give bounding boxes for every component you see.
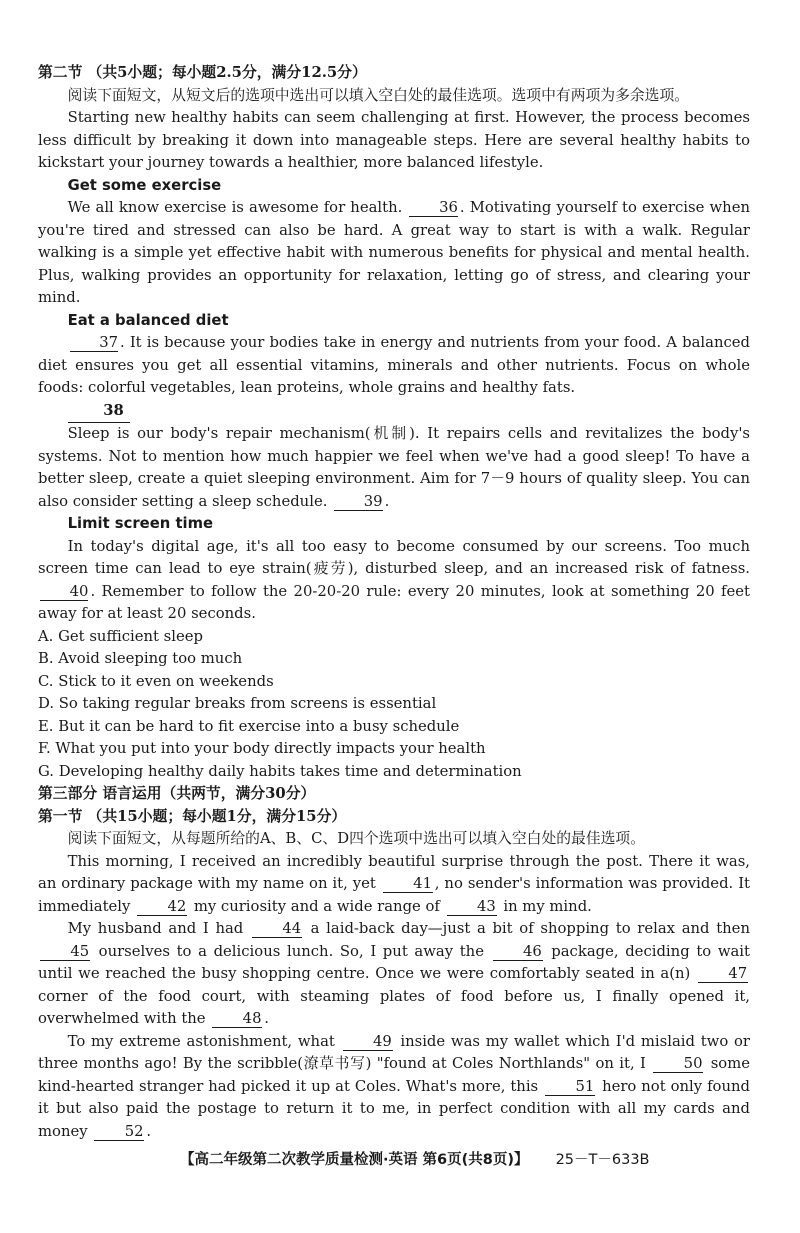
heading-screen: Limit screen time — [67, 515, 214, 532]
part3-instruction: 阅读下面短文，从每题所给的A、B、C、D四个选项中选出可以填入空白处的最佳选项。 — [67, 830, 646, 847]
text: . It is because your bodies take in energy and nutrients from your food. A balanced diet ensures you get all essential vitamins, minerals and other nutrients. Focus on whole foods: colorful vegetables, lean proteins, whole grains and healthy fats. — [38, 334, 750, 396]
text: , no sender's information was provided. It immediately — [38, 875, 750, 915]
option-f: F. What you put into your body directly impacts your health — [38, 740, 486, 757]
blank-40: 40 — [40, 583, 88, 601]
text: . — [264, 1010, 269, 1027]
blank-38: 38 — [68, 400, 130, 424]
heading-blank-38 — [38, 400, 750, 424]
page-footer — [180, 1148, 760, 1169]
text: my curiosity and a wide range of — [193, 897, 440, 915]
blank-42: 42 — [137, 898, 187, 916]
text: My husband and I had — [67, 920, 244, 937]
text: a laid-back day—just a bit of shopping to relax and then — [310, 920, 750, 937]
option-d: D. So taking regular breaks from screens is essential — [38, 695, 437, 712]
blank-52: 52 — [94, 1123, 144, 1141]
blank-39: 39 — [334, 493, 382, 511]
option-b: B. Avoid sleeping too much — [38, 650, 243, 667]
text: To my extreme astonishment, what — [67, 1032, 335, 1050]
blank-47: 47 — [698, 965, 748, 983]
cloze-paragraph-3 — [38, 1031, 750, 1144]
text: . — [384, 492, 390, 510]
blank-37: 37 — [70, 334, 118, 352]
heading-exercise: Get some exercise — [67, 176, 222, 194]
text: This morning, I received an incredibly beautiful surprise through the post. There it was, an ordinary package with my name on it, yet — [38, 852, 750, 892]
option-e: E. But it can be hard to fit exercise into a busy schedule — [38, 717, 460, 735]
blank-51: 51 — [545, 1078, 595, 1096]
text: some kind-hearted stranger had picked it up at Coles. What's more, this — [38, 1055, 750, 1095]
blank-36: 36 — [409, 199, 457, 217]
text: . Remember to follow the 20-20-20 rule: every 20 minutes, look at something 20 feet away for at least 20 seconds. — [38, 582, 750, 622]
cloze-paragraph-2 — [38, 918, 750, 1031]
part3-title: 第三部分 语言运用（共两节，满分30分） — [38, 785, 316, 802]
blank-43: 43 — [447, 898, 497, 916]
text: inside was my wallet which I'd mislaid two or three months ago! By the scribble(潦草书写) "found at Coles Northlands" on it, I — [38, 1032, 750, 1072]
footer-title: 【高二年级第二次教学质量检测·英语 第6页(共8页)】 — [180, 1152, 529, 1168]
text: . — [146, 1122, 152, 1140]
paragraph-exercise — [38, 197, 750, 310]
paragraph-screen — [38, 536, 750, 626]
exam-code: 25－T－633B — [555, 1152, 650, 1168]
blank-41: 41 — [383, 875, 433, 893]
text: corner of the food court, with steaming plates of food before us, I finally opened it, overwhelmed with the — [38, 987, 750, 1027]
heading-diet: Eat a balanced diet — [67, 311, 229, 329]
text: . Motivating yourself to exercise when you're tired and stressed can also be hard. A great way to start is with a walk. Regular walking is a simple yet effective habit with numerous benefits for physical and mental health. Plus, walking provides an opportunity for relaxation, letting go of stress, and clearing your mind. — [38, 199, 750, 306]
paragraph-diet — [38, 332, 750, 400]
text: hero not only found it but also paid the postage to return it to me, in perfect condition with all my cards and money — [38, 1077, 750, 1140]
text: Sleep is our body's repair mechanism(机制). It repairs cells and revitalizes the body's systems. Not to mention how much happier we feel when we've had a good sleep! To have a better sleep, create a quiet sleeping environment. Aim for 7－9 hours of quality sleep. You can also consider setting a sleep schedule. — [38, 425, 750, 510]
option-g: G. Developing healthy daily habits takes time and determination — [38, 762, 522, 780]
text: in my mind. — [503, 897, 592, 915]
blank-48: 48 — [212, 1010, 262, 1028]
section2-instruction: 阅读下面短文，从短文后的选项中选出可以填入空白处的最佳选项。选项中有两项为多余选项。 — [67, 86, 690, 104]
blank-46: 46 — [493, 943, 543, 961]
blank-44: 44 — [252, 920, 302, 938]
text: In today's digital age, it's all too easy to become consumed by our screens. Too much screen time can lead to eye strain(疲劳), disturbed sleep, and an increased risk of fatness. — [38, 537, 750, 577]
text: We all know exercise is awesome for health. — [67, 199, 403, 216]
blank-45: 45 — [40, 943, 90, 961]
blank-50: 50 — [653, 1055, 703, 1073]
text: ourselves to a delicious lunch. So, I put away the — [98, 942, 484, 960]
blank-49: 49 — [343, 1033, 393, 1051]
option-a: A. Get sufficient sleep — [38, 627, 203, 645]
section2-title: 第二节 （共5小题；每小题2.5分，满分12.5分） — [38, 64, 367, 81]
passage-intro: Starting new healthy habits can seem challenging at first. However, the process becomes less difficult by breaking it down into manageable steps. Here are several healthy habits to kickstart your journey towards a healthier, more balanced lifestyle. — [38, 109, 750, 171]
paragraph-sleep — [38, 423, 750, 513]
part3-section1-title: 第一节 （共15小题；每小题1分，满分15分） — [38, 807, 347, 825]
text: package, deciding to wait until we reached the busy shopping centre. Once we were comfortably seated in a(n) — [38, 942, 750, 982]
page-content — [38, 62, 750, 1143]
option-c: C. Stick to it even on weekends — [38, 672, 274, 690]
cloze-paragraph-1 — [38, 851, 750, 919]
